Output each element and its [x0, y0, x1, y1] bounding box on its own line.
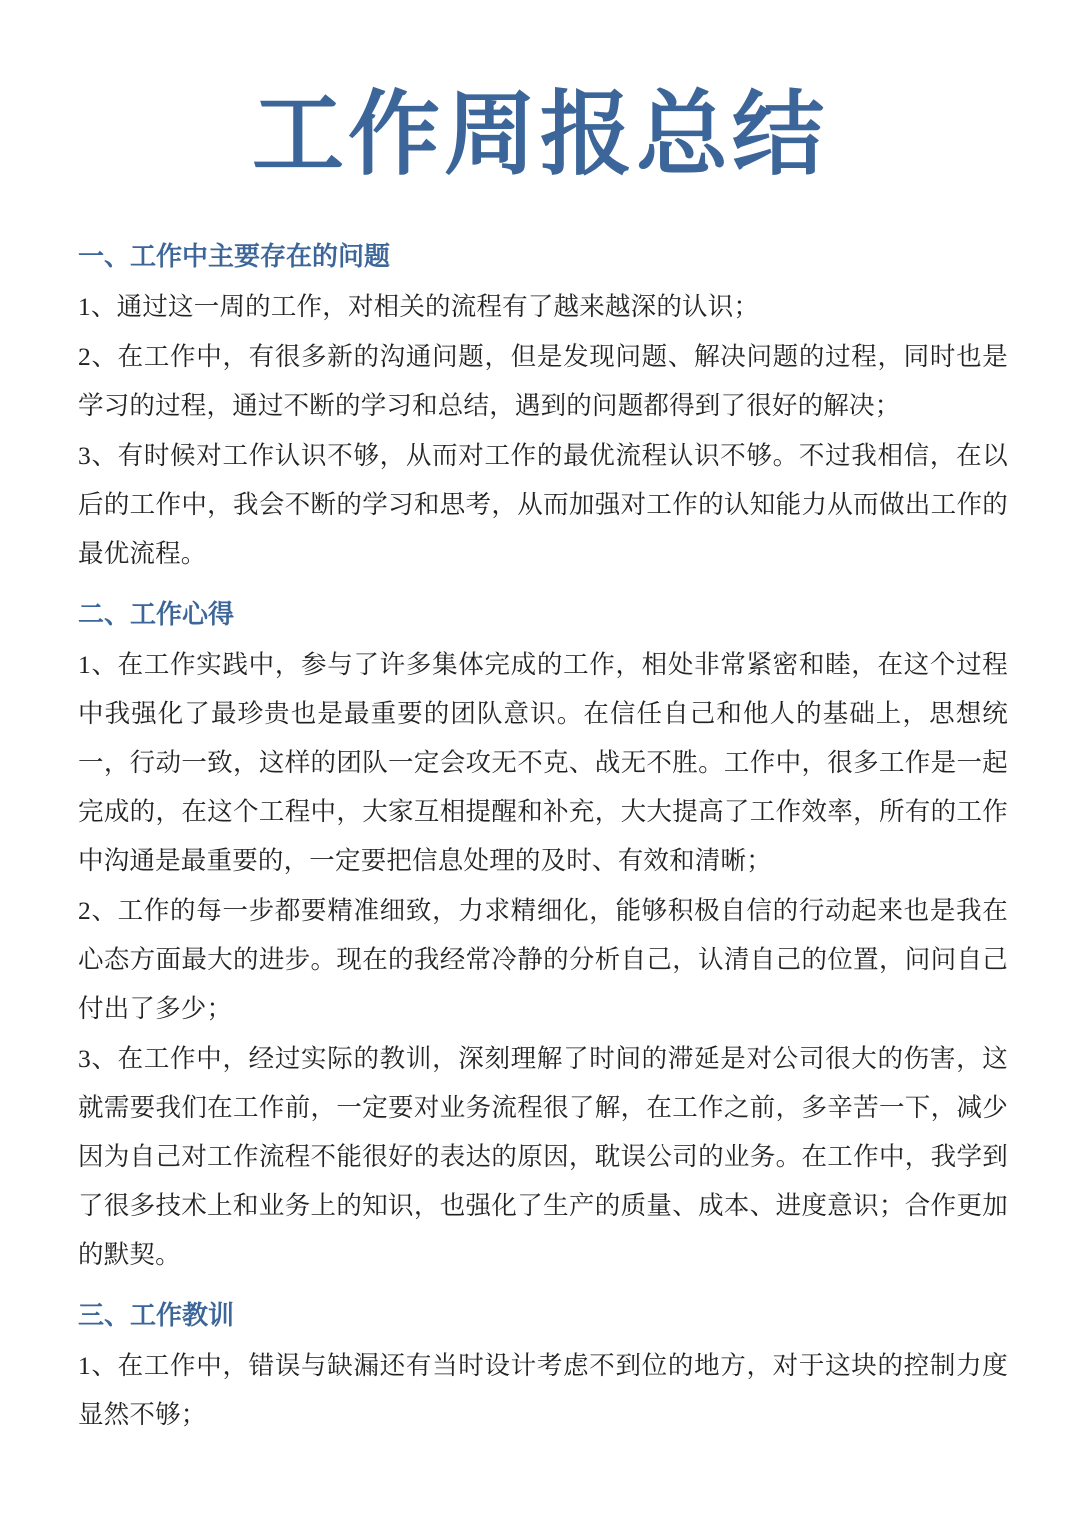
item-number: 1	[78, 292, 91, 321]
item-text: 、通过这一周的工作，对相关的流程有了越来越深的认识；	[90, 292, 760, 322]
item-number: 3	[78, 1044, 91, 1073]
document-body	[78, 233, 1008, 1440]
item-number: 1	[78, 650, 91, 679]
item-number: 3	[78, 441, 91, 470]
list-item	[78, 1034, 1008, 1280]
page-title: 工作周报总结	[251, 81, 828, 188]
item-text: 、在工作中，错误与缺漏还有当时设计考虑不到位的地方，对于这块的控制力度显然不够；	[78, 1351, 1008, 1430]
list-item	[78, 431, 1008, 579]
list-item	[78, 1341, 1008, 1440]
section-heading-lessons: 三、工作教训	[78, 1301, 235, 1331]
item-text: 、有时候对工作认识不够，从而对工作的最优流程认识不够。不过我相信，在以后的工作中，我会不断的学习和思考，从而加强对工作的认知能力从而做出工作的最优流程。	[78, 441, 1008, 569]
section-heading-problems: 一、工作中主要存在的问题	[78, 242, 391, 272]
item-text: 、工作的每一步都要精准细致，力求精细化，能够积极自信的行动起来也是我在心态方面最大的进步。现在的我经常冷静的分析自己，认清自己的位置，问问自己付出了多少；	[78, 896, 1008, 1024]
list-item	[78, 640, 1008, 886]
list-item	[78, 282, 1008, 332]
item-number: 1	[78, 1351, 91, 1380]
item-text: 、在工作中，经过实际的教训，深刻理解了时间的滞延是对公司很大的伤害，这就需要我们在工作前，一定要对业务流程很了解，在工作之前，多辛苦一下，减少因为自己对工作流程不能很好的表达的原因，耽误公司的业务。在工作中，我学到了很多技术上和业务上的知识，也强化了生产的质量、成本、进度意识；合作更加的默契。	[78, 1044, 1008, 1270]
item-number: 2	[78, 896, 91, 925]
item-text: 、在工作中，有很多新的沟通问题，但是发现问题、解决问题的过程，同时也是学习的过程，通过不断的学习和总结，遇到的问题都得到了很好的解决；	[78, 342, 1008, 421]
section-heading-insights: 二、工作心得	[78, 600, 235, 630]
item-number: 2	[78, 342, 91, 371]
list-item	[78, 886, 1008, 1034]
list-item	[78, 332, 1008, 431]
item-text: 、在工作实践中，参与了许多集体完成的工作，相处非常紧密和睦，在这个过程中我强化了最珍贵也是最重要的团队意识。在信任自己和他人的基础上，思想统一，行动一致，这样的团队一定会攻无不克、战无不胜。工作中，很多工作是一起完成的，在这个工程中，大家互相提醒和补充，大大提高了工作效率，所有的工作中沟通是最重要的，一定要把信息处理的及时、有效和清晰；	[78, 650, 1008, 876]
